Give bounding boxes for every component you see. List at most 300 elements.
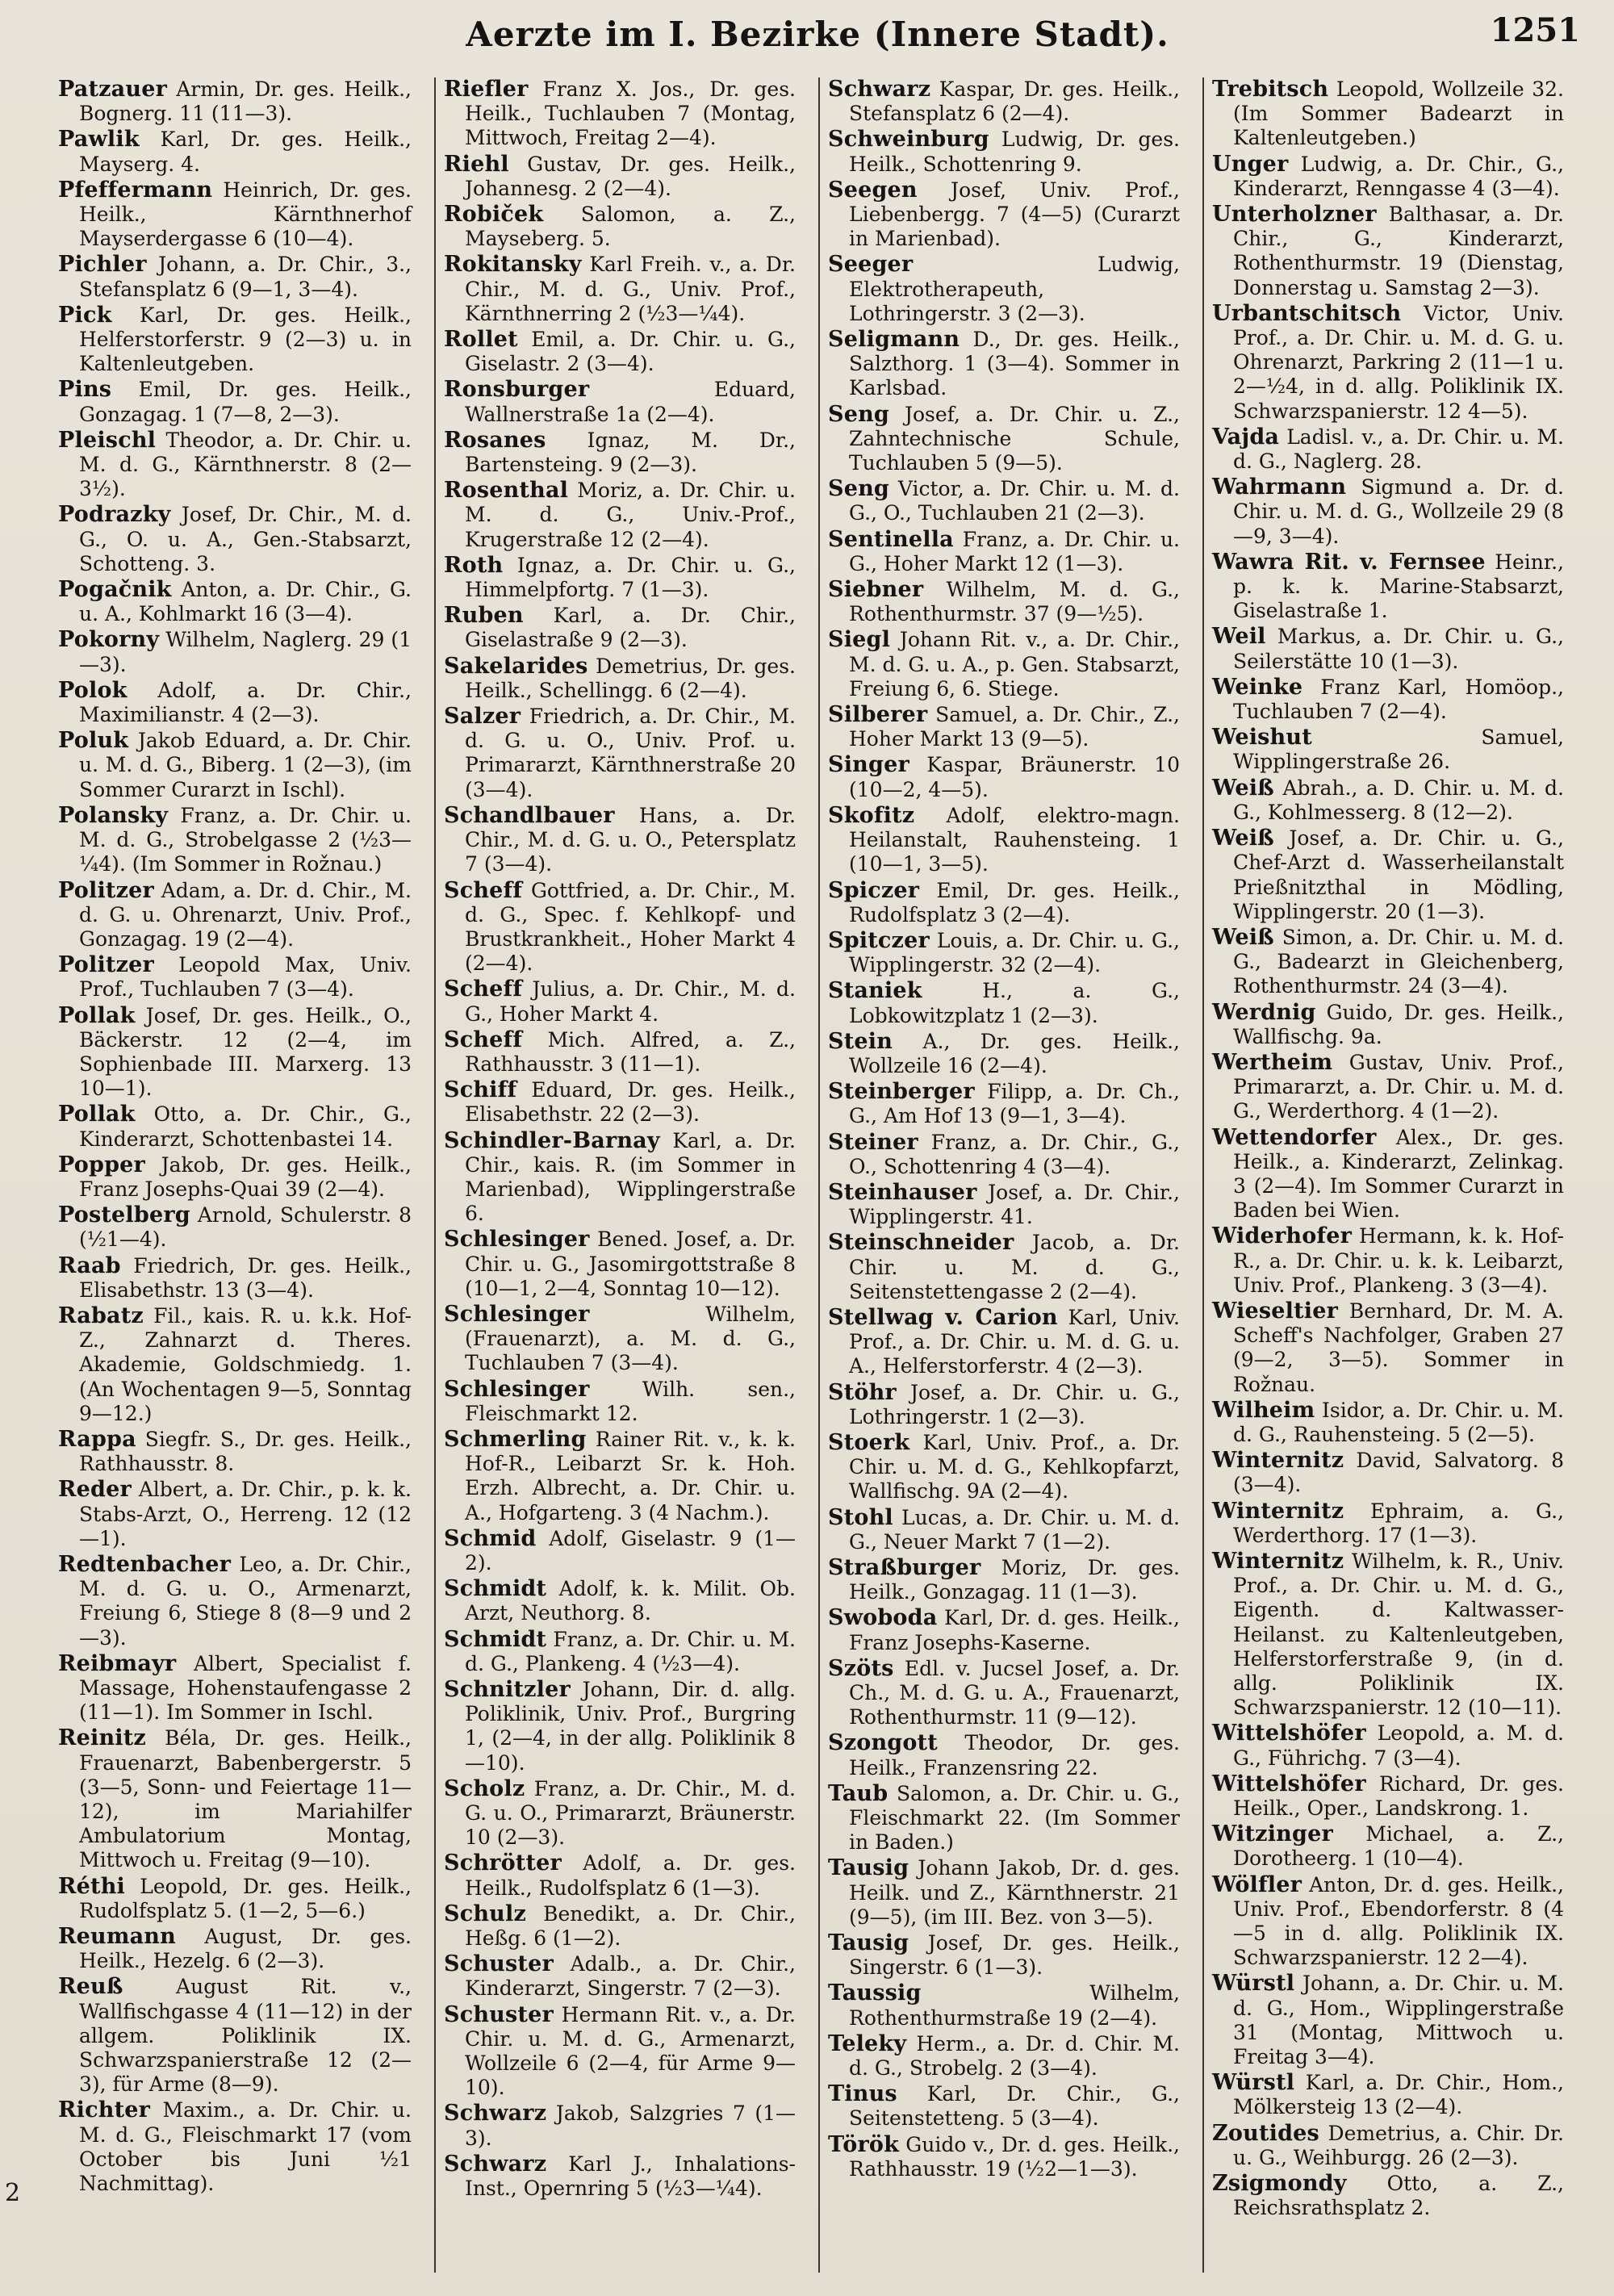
directory-entry bbox=[444, 1129, 796, 1227]
entry-details: Franz X. Jos., Dr. ges. Heilk., Tuchlauben 7 (Montag, Mittwoch, Freitag 2—4). bbox=[465, 77, 796, 150]
entry-details: Isidor, a. Dr. Chir. u. M. d. G., Rauhensteing. 5 (2—5). bbox=[1233, 1398, 1565, 1446]
entry-surname: Tausig bbox=[828, 1930, 909, 1956]
margin-mark: 2 bbox=[5, 2179, 21, 2207]
entry-surname: Singer bbox=[828, 752, 909, 778]
entry-details: Wilhelm, M. d. G., Rothenthurmstr. 37 (9—½5). bbox=[849, 578, 1180, 626]
entry-details: Leopold, Dr. ges. Heilk., Rudolfsplatz 5. (1—2, 5—6.) bbox=[79, 1874, 412, 1922]
entry-details: August, Dr. ges. Heilk., Hezelg. 6 (2—3). bbox=[79, 1925, 412, 1973]
directory-entry bbox=[828, 2082, 1180, 2131]
entry-surname: Wieseltier bbox=[1212, 1298, 1339, 1324]
directory-entry bbox=[58, 1203, 412, 1252]
entry-details: Heinr., p. k. k. Marine-Stabsarzt, Giselastraße 1. bbox=[1233, 550, 1564, 623]
directory-entry bbox=[1212, 2172, 1564, 2220]
entry-details: Benedikt, a. Dr. Chir., Heßg. 6 (1—2). bbox=[465, 1901, 796, 1951]
entry-surname: Reuß bbox=[58, 1974, 123, 2000]
entry-surname: Salzer bbox=[444, 704, 521, 730]
entry-surname: Podrazky bbox=[58, 502, 171, 528]
entry-details: Franz, a. Dr. Chir. u. G., Hoher Markt 12 (1—3). bbox=[849, 527, 1180, 575]
directory-entry bbox=[828, 804, 1180, 877]
directory-entry bbox=[1212, 776, 1564, 825]
entry-surname: Teleky bbox=[828, 2030, 907, 2056]
entry-details: Josef, Univ. Prof., Liebenbergg. 7 (4—5) (Curarzt in Marienbad). bbox=[849, 178, 1180, 251]
entry-surname: Vajda bbox=[1212, 424, 1280, 450]
directory-entry bbox=[1212, 153, 1564, 201]
entry-surname: Schulz bbox=[444, 1901, 526, 1926]
entry-surname: Seligmann bbox=[828, 327, 960, 353]
directory-entry bbox=[444, 1777, 796, 1851]
entry-surname: Pins bbox=[58, 377, 112, 403]
entry-surname: Seegen bbox=[828, 177, 918, 203]
entry-surname: Patzauer bbox=[58, 77, 168, 102]
entry-details: Hermann, k. k. Hof-R., a. Dr. Chir. u. k. k. Leibarzt, Univ. Prof., Plankeng. 3 (3—4). bbox=[1233, 1224, 1564, 1297]
directory-entry bbox=[828, 1231, 1180, 1304]
entry-details: Josef, Dr. Chir., M. d. G., O. u. A., Gen.-Stabsarzt, Schotteng. 3. bbox=[79, 503, 412, 575]
directory-entry bbox=[828, 1030, 1180, 1078]
directory-entry bbox=[58, 729, 412, 802]
entry-surname: Ronsburger bbox=[444, 377, 590, 403]
entry-details: Karl Freih. v., a. Dr. Chir., M. d. G., Univ. Prof., Kärnthnerring 2 (½3—¼4). bbox=[465, 253, 796, 325]
entry-surname: Scheff bbox=[444, 977, 523, 1002]
directory-entry bbox=[828, 703, 1180, 751]
entry-surname: Pogačnik bbox=[58, 577, 172, 603]
entry-surname: Wawra Rit. v. Fernsee bbox=[1212, 549, 1486, 575]
entry-details: Emil, Dr. ges. Heilk., Rudolfsplatz 3 (2—4). bbox=[849, 878, 1180, 926]
column-3 bbox=[818, 77, 1186, 2273]
entry-details: Johann Rit. v., a. Dr. Chir., M. d. G. u. A., p. Gen. Stabsarzt, Freiung 6, 6. Stiege. bbox=[849, 628, 1180, 701]
directory-entry bbox=[828, 477, 1180, 525]
directory-entry bbox=[58, 1975, 412, 2097]
entry-surname: Seeger bbox=[828, 252, 914, 278]
entry-surname: Postelberg bbox=[58, 1202, 190, 1228]
entry-surname: Schindler-Barnay bbox=[444, 1127, 660, 1153]
directory-entry bbox=[444, 879, 796, 977]
directory-entry bbox=[828, 77, 1180, 126]
directory-entry bbox=[828, 1556, 1180, 1604]
directory-entry bbox=[58, 1004, 412, 1102]
entry-surname: Wilheim bbox=[1212, 1397, 1315, 1423]
directory-entry bbox=[828, 128, 1180, 176]
entry-details: Jakob, Salzgries 7 (1—3). bbox=[465, 2102, 796, 2150]
directory-entry bbox=[1212, 1051, 1564, 1124]
entry-surname: Weil bbox=[1212, 624, 1266, 650]
entry-details: Leopold, Wollzeile 32. (Im Sommer Badearzt in Kaltenleutgeben.) bbox=[1233, 77, 1564, 150]
entry-surname: Steinhauser bbox=[828, 1179, 977, 1205]
entry-surname: Schlesinger bbox=[444, 1301, 590, 1327]
entry-surname: Weinke bbox=[1212, 674, 1303, 700]
directory-entry bbox=[444, 153, 796, 201]
entry-surname: Weiß bbox=[1212, 826, 1274, 851]
directory-entry bbox=[1212, 1972, 1564, 2069]
entry-details: Fil., kais. R. u. k.k. Hof-Z., Zahnarzt d. Theres. Akademie, Goldschmiedg. 1. (An Wochentagen 9—5, Sonntag 9—12.) bbox=[79, 1303, 412, 1425]
entry-details: Karl, Dr. ges. Heilk., Helferstorferstr. 9 (2—3) u. in Kaltenleutgeben. bbox=[79, 303, 412, 376]
directory-entry bbox=[58, 77, 412, 126]
entry-surname: Szöts bbox=[828, 1655, 894, 1681]
entry-details: Wilh. sen., Fleischmarkt 12. bbox=[465, 1377, 796, 1425]
directory-entry bbox=[444, 1028, 796, 1077]
column-1 bbox=[50, 77, 418, 2273]
directory-entry bbox=[1212, 1126, 1564, 1223]
entry-details: Alex., Dr. ges. Heilk., a. Kinderarzt, Zelinkag. 3 (2—4). Im Sommer Curarzt in Baden bei Wien. bbox=[1233, 1125, 1564, 1223]
entry-surname: Sakelarides bbox=[444, 653, 588, 679]
entry-details: Lucas, a. Dr. Chir. u. M. d. G., Neuer Markt 7 (1—2). bbox=[849, 1505, 1181, 1554]
entry-surname: Tinus bbox=[828, 2081, 897, 2107]
directory-entry bbox=[828, 178, 1180, 252]
entry-details: Samuel, Wipplingerstraße 26. bbox=[1233, 726, 1564, 774]
entry-surname: Staniek bbox=[828, 978, 922, 1004]
directory-entry bbox=[444, 1577, 796, 1625]
entry-surname: Winternitz bbox=[1212, 1498, 1344, 1524]
entry-details: Gustav, Dr. ges. Heilk., Johannesg. 2 (2—4). bbox=[465, 152, 796, 200]
directory-entry bbox=[444, 378, 796, 426]
entry-surname: Schlesinger bbox=[444, 1376, 590, 1402]
entry-surname: Urbantschitsch bbox=[1212, 300, 1402, 326]
entry-surname: Zsigmondy bbox=[1212, 2171, 1347, 2197]
entry-surname: Rosenthal bbox=[444, 478, 569, 504]
column-4 bbox=[1202, 77, 1570, 2273]
page-title: Aerzte im I. Bezirke (Innere Stadt). bbox=[466, 15, 1169, 54]
entry-details: Gottfried, a. Dr. Chir., M. d. G., Spec. f. Kehlkopf- und Brustkrankheit., Hoher Markt 4 (2—4). bbox=[465, 878, 796, 976]
directory-entry bbox=[1212, 1499, 1564, 1548]
entry-details: Balthasar, a. Dr. Chir., G., Kinderarzt, Rothenthurmstr. 19 (Dienstag, Donnerstag u. Samstag 2—3). bbox=[1233, 203, 1564, 299]
entry-details: Adolf, a. Dr. ges. Heilk., Rudolfsplatz 6 (1—3). bbox=[465, 1851, 797, 1900]
entry-surname: Szongott bbox=[828, 1730, 938, 1756]
directory-entry bbox=[58, 804, 412, 877]
entry-surname: Würstl bbox=[1212, 1971, 1295, 1997]
entry-surname: Swoboda bbox=[828, 1605, 938, 1631]
entry-surname: Pollak bbox=[58, 1102, 136, 1127]
entry-surname: Schweinburg bbox=[828, 127, 989, 153]
entry-surname: Schwarz bbox=[828, 77, 931, 102]
entry-surname: Roth bbox=[444, 552, 504, 578]
entry-details: Josef, a. Dr. Chir. u. G., Chef-Arzt d. Wasserheilanstalt Prießnitzthal in Mödling, Wipplingerstr. 20 (1—3). bbox=[1233, 826, 1564, 923]
directory-entry bbox=[58, 1428, 412, 1476]
directory-entry bbox=[444, 804, 796, 877]
directory-entry bbox=[58, 628, 412, 676]
entry-surname: Pawlik bbox=[58, 127, 140, 153]
entry-details: Ladisl. v., a. Dr. Chir. u. M. d. G., Naglerg. 28. bbox=[1233, 424, 1564, 474]
directory-entry bbox=[58, 303, 412, 377]
entry-details: Filipp, a. Dr. Ch., G., Am Hof 13 (9—1, 3—4). bbox=[849, 1080, 1180, 1128]
directory-entry bbox=[58, 578, 412, 626]
directory-entry bbox=[58, 378, 412, 426]
entry-surname: Reinitz bbox=[58, 1725, 146, 1751]
entry-details: Eduard, Dr. ges. Heilk., Elisabethstr. 22 (2—3). bbox=[465, 1078, 796, 1127]
directory-entry bbox=[444, 429, 796, 477]
entry-details: David, Salvatorg. 8 (3—4). bbox=[1233, 1449, 1564, 1497]
entry-details: Samuel, a. Dr. Chir., Z., Hoher Markt 13 (9—5). bbox=[849, 703, 1180, 751]
directory-entry bbox=[828, 2133, 1180, 2181]
entry-details: Josef, a. Dr. Chir. u. G., Lothringerstr. 1 (2—3). bbox=[849, 1380, 1180, 1428]
directory-entry bbox=[58, 2098, 412, 2196]
entry-details: Kaspar, Dr. ges. Heilk., Stefansplatz 6 (2—4). bbox=[849, 77, 1180, 126]
entry-surname: Rokitansky bbox=[444, 252, 582, 278]
directory-entry bbox=[444, 253, 796, 326]
entry-details: Adolf, Giselastr. 9 (1—2). bbox=[465, 1526, 797, 1575]
entry-surname: Seng bbox=[828, 476, 889, 502]
entry-details: Leopold Max, Univ. Prof., Tuchlauben 7 (3—4). bbox=[79, 953, 412, 1002]
entry-details: Moriz, a. Dr. Chir. u. M. d. G., Univ.-Prof., Krugerstraße 12 (2—4). bbox=[465, 479, 796, 551]
directory-entry bbox=[58, 178, 412, 252]
entry-details: Herm., a. Dr. d. Chir. M. d. G., Strobelg. 2 (3—4). bbox=[849, 2031, 1180, 2081]
entry-details: Karl J., Inhalations-Inst., Opernring 5 (½3—¼4). bbox=[465, 2152, 797, 2201]
entry-details: Michael, a. Z., Dorotheerg. 1 (10—4). bbox=[1233, 1822, 1564, 1871]
directory-entry bbox=[828, 528, 1180, 576]
entry-details: Wilhelm, k. R., Univ. Prof., a. Dr. Chir. u. M. d. G., Eigenth. d. Kaltwasser-Heilanst. zu Kaltenleutgeben, Helferstorferstraße 9, (in d. allg. Poliklinik IX. Schwarzspanierstr. 12 (10—11). bbox=[1233, 1549, 1564, 1720]
entry-details: Otto, a. Z., Reichsrathsplatz 2. bbox=[1233, 2172, 1565, 2220]
directory-entry bbox=[1212, 1001, 1564, 1049]
directory-entry bbox=[444, 554, 796, 602]
directory-entry bbox=[444, 1227, 796, 1301]
entry-surname: Schiff bbox=[444, 1077, 517, 1103]
entry-surname: Werdnig bbox=[1212, 999, 1316, 1025]
entry-details: Adolf, a. Dr. Chir., Maximilianstr. 4 (2—3). bbox=[79, 678, 412, 727]
entry-surname: Schmidt bbox=[444, 1576, 547, 1602]
entry-details: Sigmund a. Dr. d. Chir. u. M. d. G., Wollzeile 29 (8—9, 3—4). bbox=[1233, 475, 1565, 548]
entry-details: Jakob, Dr. ges. Heilk., Franz Josephs-Quai 39 (2—4). bbox=[79, 1152, 412, 1201]
entry-details: Simon, a. Dr. Chir. u. M. d. G., Badearzt in Gleichenberg, Rothenthurmstr. 24 (3—4). bbox=[1233, 925, 1564, 998]
entry-surname: Schuster bbox=[444, 1951, 554, 1977]
entry-surname: Schmidt bbox=[444, 1626, 547, 1652]
directory-entry bbox=[444, 1952, 796, 2001]
directory-entry bbox=[1212, 2071, 1564, 2119]
directory-entry bbox=[1212, 1449, 1564, 1497]
directory-entry bbox=[444, 977, 796, 1026]
page-number: 1251 bbox=[1490, 11, 1580, 49]
directory-entry bbox=[444, 655, 796, 703]
entry-details: Karl, a. Dr. Chir., Giselastraße 9 (2—3). bbox=[465, 604, 797, 652]
directory-entry bbox=[1212, 826, 1564, 924]
entry-surname: Schwarz bbox=[444, 2151, 547, 2177]
entry-details: Salomon, a. Dr. Chir. u. G., Fleischmarkt 22. (Im Sommer in Baden.) bbox=[849, 1781, 1181, 1855]
entry-details: Mich. Alfred, a. Z., Rathhausstr. 3 (11—1). bbox=[465, 1027, 796, 1076]
entry-details: D., Dr. ges. Heilk., Salzthorg. 1 (3—4). Sommer in Karlsbad. bbox=[849, 328, 1180, 400]
directory-entry bbox=[828, 578, 1180, 626]
entry-surname: Taussig bbox=[828, 1980, 922, 2006]
directory-entry bbox=[444, 1628, 796, 1676]
entry-surname: Pichler bbox=[58, 252, 147, 278]
entry-surname: Steiner bbox=[828, 1129, 918, 1155]
directory-entry bbox=[828, 1381, 1180, 1429]
entry-surname: Witzinger bbox=[1212, 1821, 1333, 1847]
directory-entry bbox=[1212, 675, 1564, 724]
entry-details: Maxim., a. Dr. Chir. u. M. d. G., Fleischmarkt 17 (vom October bis Juni ½1 Nachmittag). bbox=[79, 2098, 412, 2196]
entry-surname: Richter bbox=[58, 2097, 151, 2123]
directory-entry bbox=[828, 1080, 1180, 1128]
entry-details: Ludwig, a. Dr. Chir., G., Kinderarzt, Renngasse 4 (3—4). bbox=[1233, 152, 1564, 200]
entry-surname: Steinschneider bbox=[828, 1230, 1014, 1256]
directory-entry bbox=[444, 328, 796, 376]
entry-surname: Weishut bbox=[1212, 725, 1312, 751]
entry-surname: Wittelshöfer bbox=[1212, 1721, 1366, 1746]
directory-entry bbox=[1212, 726, 1564, 774]
entry-surname: Réthi bbox=[58, 1873, 125, 1899]
directory-entry bbox=[58, 1153, 412, 1202]
entry-details: Eduard, Wallnerstraße 1a (2—4). bbox=[465, 378, 796, 426]
entry-details: Adolf, k. k. Milit. Ob. Arzt, Neuthorg. 8. bbox=[465, 1577, 796, 1625]
directory-entry bbox=[1212, 926, 1564, 999]
entry-details: Rainer Rit. v., k. k. Hof-R., Leibarzt Sr. k. Hoh. Erzh. Albrecht, a. Dr. Chir. u. A., Hofgarteng. 3 (4 Nachm.). bbox=[465, 1427, 796, 1524]
entry-surname: Weiß bbox=[1212, 775, 1274, 801]
entry-surname: Rosanes bbox=[444, 427, 546, 453]
entry-surname: Schnitzler bbox=[444, 1677, 571, 1702]
directory-entry bbox=[444, 77, 796, 151]
entry-details: Emil, Dr. ges. Heilk., Gonzagag. 1 (7—8, 2—3). bbox=[79, 378, 412, 426]
entry-details: Theodor, Dr. ges. Heilk., Franzensring 22. bbox=[849, 1731, 1180, 1780]
entry-details: Karl, Univ. Prof., a. Dr. Chir. u. M. d. G. u. A., Helferstorferstr. 4 (2—3). bbox=[849, 1305, 1180, 1378]
entry-details: Moriz, Dr. ges. Heilk., Gonzagag. 11 (1—3). bbox=[849, 1555, 1180, 1604]
entry-details: Markus, a. Dr. Chir. u. G., Seilerstätte 10 (1—3). bbox=[1233, 625, 1564, 673]
entry-surname: Siebner bbox=[828, 577, 924, 603]
entry-details: Karl, Dr. d. ges. Heilk., Franz Josephs-Kaserne. bbox=[849, 1606, 1180, 1654]
directory-entry bbox=[828, 328, 1180, 401]
entry-details: Wilhelm, (Frauenarzt), a. M. d. G., Tuchlauben 7 (3—4). bbox=[465, 1302, 796, 1375]
directory-entry bbox=[58, 1553, 412, 1650]
entry-surname: Reumann bbox=[58, 1924, 176, 1950]
directory-entry bbox=[58, 1254, 412, 1303]
directory-entry bbox=[58, 1726, 412, 1872]
entry-surname: Scholz bbox=[444, 1775, 525, 1801]
entry-surname: Steinberger bbox=[828, 1079, 975, 1105]
entry-details: Bened. Josef, a. Dr. Chir. u. G., Jasomirgottstraße 8 (10—1, 2—4, Sonntag 10—12). bbox=[465, 1227, 796, 1300]
entry-details: Bernhard, Dr. M. A. Scheff's Nachfolger, Graben 27 (9—2, 3—5). Sommer in Rožnau. bbox=[1233, 1299, 1564, 1396]
entry-surname: Rollet bbox=[444, 327, 518, 353]
entry-surname: Wahrmann bbox=[1212, 475, 1347, 500]
directory-entry bbox=[444, 1428, 796, 1525]
entry-details: August Rit. v., Wallfischgasse 4 (11—12) in der allgem. Poliklinik IX. Schwarzspanierstraße 12 (2—3), für Arme (8—9). bbox=[79, 1975, 412, 2097]
entry-surname: Weiß bbox=[1212, 924, 1274, 950]
entry-details: Karl, Univ. Prof., a. Dr. Chir. u. M. d. G., Kehlkopfarzt, Wallfischg. 9A (2—4). bbox=[849, 1430, 1180, 1503]
entry-surname: Reibmayr bbox=[58, 1650, 177, 1676]
entry-surname: Schrötter bbox=[444, 1851, 562, 1876]
entry-surname: Poluk bbox=[58, 728, 129, 754]
entry-surname: Zoutides bbox=[1212, 2120, 1319, 2146]
entry-surname: Winternitz bbox=[1212, 1448, 1344, 1474]
directory-entry bbox=[828, 1657, 1180, 1730]
directory-entry bbox=[828, 403, 1180, 476]
directory-entry bbox=[828, 979, 1180, 1027]
directory-entry bbox=[1212, 550, 1564, 624]
entry-surname: Schuster bbox=[444, 2001, 554, 2027]
entry-surname: Skofitz bbox=[828, 802, 915, 828]
entry-details: Adam, a. Dr. d. Chir., M. d. G. u. Ohrenarzt, Univ. Prof., Gonzagag. 19 (2—4). bbox=[79, 878, 412, 951]
directory-entry bbox=[58, 253, 412, 301]
entry-details: Salomon, a. Z., Mayseberg. 5. bbox=[465, 203, 796, 251]
directory-entry bbox=[1212, 1224, 1564, 1298]
directory-entry bbox=[828, 1731, 1180, 1780]
columns-container bbox=[50, 77, 1585, 2273]
directory-entry bbox=[1212, 77, 1564, 151]
directory-entry bbox=[444, 2152, 796, 2201]
entry-details: Wilhelm, Rothenthurmstraße 19 (2—4). bbox=[849, 1981, 1180, 2030]
entry-details: Ephraim, a. G., Werderthorg. 17 (1—3). bbox=[1233, 1499, 1564, 1547]
entry-details: Otto, a. Dr. Chir., G., Kinderarzt, Schottenbastei 14. bbox=[79, 1102, 412, 1151]
entry-details: Josef, Dr. ges. Heilk., O., Bäckerstr. 12 (2—4, im Sophienbade III. Marxerg. 13 10—1). bbox=[79, 1003, 412, 1101]
entry-details: Hans, a. Dr. Chir., M. d. G. u. O., Petersplatz 7 (3—4). bbox=[465, 803, 796, 876]
entry-details: Karl, Dr. Chir., G., Seitenstetteng. 5 (3—4). bbox=[849, 2082, 1180, 2131]
entry-surname: Silberer bbox=[828, 702, 928, 728]
entry-surname: Schmerling bbox=[444, 1426, 587, 1452]
entry-surname: Stellwag v. Carion bbox=[828, 1304, 1058, 1330]
entry-details: Karl, a. Dr. Chir., Hom., Mölkersteig 13 (2—4). bbox=[1233, 2071, 1564, 2119]
directory-entry bbox=[444, 1527, 796, 1575]
entry-details: Anton, a. Dr. Chir., G. u. A., Kohlmarkt 16 (3—4). bbox=[79, 578, 412, 626]
directory-entry bbox=[1212, 425, 1564, 474]
entry-details: Franz, a. Dr. Chir., M. d. G. u. O., Primararzt, Bräunerstr. 10 (2—3). bbox=[465, 1776, 796, 1850]
entry-details: Friedrich, Dr. ges. Heilk., Elisabethstr. 13 (3—4). bbox=[79, 1253, 412, 1302]
entry-details: Demetrius, a. Chir. Dr. u. G., Weihburgg. 26 (2—3). bbox=[1233, 2121, 1564, 2169]
entry-surname: Tausig bbox=[828, 1855, 909, 1881]
entry-details: Johann, a. Dr. Chir., 3., Stefansplatz 6 (9—1, 3—4). bbox=[79, 253, 412, 301]
entry-details: Edl. v. Jucsel Josef, a. Dr. Ch., M. d. G. u. A., Frauenarzt, Rothenthurmstr. 11 (9—12). bbox=[849, 1656, 1180, 1729]
directory-entry bbox=[444, 604, 796, 652]
directory-entry bbox=[1212, 1873, 1564, 1971]
entry-surname: Unterholzner bbox=[1212, 202, 1377, 228]
entry-surname: Würstl bbox=[1212, 2070, 1295, 2096]
entry-details: Adalb., a. Dr. Chir., Kinderarzt, Singerstr. 7 (2—3). bbox=[465, 1952, 796, 2001]
entry-details: Jakob Eduard, a. Dr. Chir. u. M. d. G., Biberg. 1 (2—3), (im Sommer Curarzt in Ischl). bbox=[79, 729, 412, 801]
directory-entry bbox=[828, 628, 1180, 701]
entry-details: Franz, a. Dr. Chir. u. M. d. G., Plankeng. 4 (½3—4). bbox=[465, 1627, 796, 1675]
directory-entry bbox=[828, 2032, 1180, 2081]
directory-entry bbox=[58, 128, 412, 176]
entry-surname: Stein bbox=[828, 1028, 893, 1054]
entry-details: Heinrich, Dr. ges. Heilk., Kärnthnerhof Mayserdergasse 6 (10—4). bbox=[79, 178, 412, 251]
directory-entry bbox=[58, 1875, 412, 1923]
entry-surname: Polansky bbox=[58, 802, 169, 828]
directory-entry bbox=[58, 879, 412, 952]
column-2 bbox=[434, 77, 802, 2273]
entry-surname: Trebitsch bbox=[1212, 77, 1329, 102]
entry-surname: Török bbox=[828, 2131, 899, 2157]
entry-surname: Siegl bbox=[828, 627, 891, 653]
entry-details: Arnold, Schulerstr. 8 (½1—4). bbox=[79, 1203, 412, 1252]
directory-entry bbox=[444, 1378, 796, 1426]
directory-entry bbox=[1212, 1549, 1564, 1720]
directory-entry bbox=[58, 679, 412, 727]
entry-surname: Seng bbox=[828, 401, 889, 427]
entry-surname: Winternitz bbox=[1212, 1548, 1344, 1574]
entry-surname: Rappa bbox=[58, 1426, 136, 1452]
entry-details: Theodor, a. Dr. Chir. u. M. d. G., Kärnthnerstr. 8 (2—3½). bbox=[79, 428, 412, 501]
directory-entry bbox=[1212, 1399, 1564, 1447]
directory-entry bbox=[444, 1851, 796, 1900]
entry-surname: Pollak bbox=[58, 1002, 136, 1028]
entry-surname: Scheff bbox=[444, 1027, 523, 1052]
directory-entry bbox=[1212, 625, 1564, 673]
entry-details: Friedrich, a. Dr. Chir., M. d. G. u. O., Univ. Prof. u. Primararzt, Kärnthnerstraße 20 (3—4). bbox=[465, 705, 796, 801]
directory-entry bbox=[58, 429, 412, 502]
entry-details: Wilhelm, Naglerg. 29 (1—3). bbox=[79, 628, 412, 676]
entry-surname: Spitczer bbox=[828, 927, 930, 953]
directory-entry bbox=[444, 2003, 796, 2101]
entry-details: Franz, a. Dr. Chir., G., O., Schottenring 4 (3—4). bbox=[849, 1130, 1180, 1178]
entry-details: Leopold, a. M. d. G., Führichg. 7 (3—4). bbox=[1233, 1721, 1565, 1770]
directory-entry bbox=[828, 879, 1180, 927]
entry-details: Johann, a. Dr. Chir. u. M. d. G., Hom., Wipplingerstraße 31 (Montag, Mittwoch u. Freitag 3—4). bbox=[1233, 1972, 1564, 2069]
entry-surname: Reder bbox=[58, 1477, 132, 1503]
entry-surname: Wertheim bbox=[1212, 1049, 1333, 1075]
entry-details: Josef, a. Dr. Chir., Wipplingerstr. 41. bbox=[849, 1180, 1181, 1229]
entry-details: Louis, a. Dr. Chir. u. G., Wipplingerstr. 32 (2—4). bbox=[849, 928, 1181, 977]
entry-surname: Politzer bbox=[58, 952, 154, 978]
entry-details: Franz, a. Dr. Chir. u. M. d. G., Strobelgasse 2 (½3—¼4). (Im Sommer in Rožnau.) bbox=[79, 803, 412, 876]
entry-details: Victor, a. Dr. Chir. u. M. d. G., O., Tuchlauben 21 (2—3). bbox=[849, 477, 1180, 525]
directory-entry bbox=[828, 1931, 1180, 1980]
entry-surname: Rabatz bbox=[58, 1303, 144, 1328]
entry-details: Josef, a. Dr. Chir. u. Z., Zahntechnische Schule, Tuchlauben 5 (9—5). bbox=[849, 402, 1180, 475]
entry-details: Jacob, a. Dr. Chir. u. M. d. G., Seitenstettengasse 2 (2—4). bbox=[849, 1231, 1180, 1303]
entry-details: Josef, Dr. ges. Heilk., Singerstr. 6 (1—3). bbox=[849, 1931, 1180, 1980]
